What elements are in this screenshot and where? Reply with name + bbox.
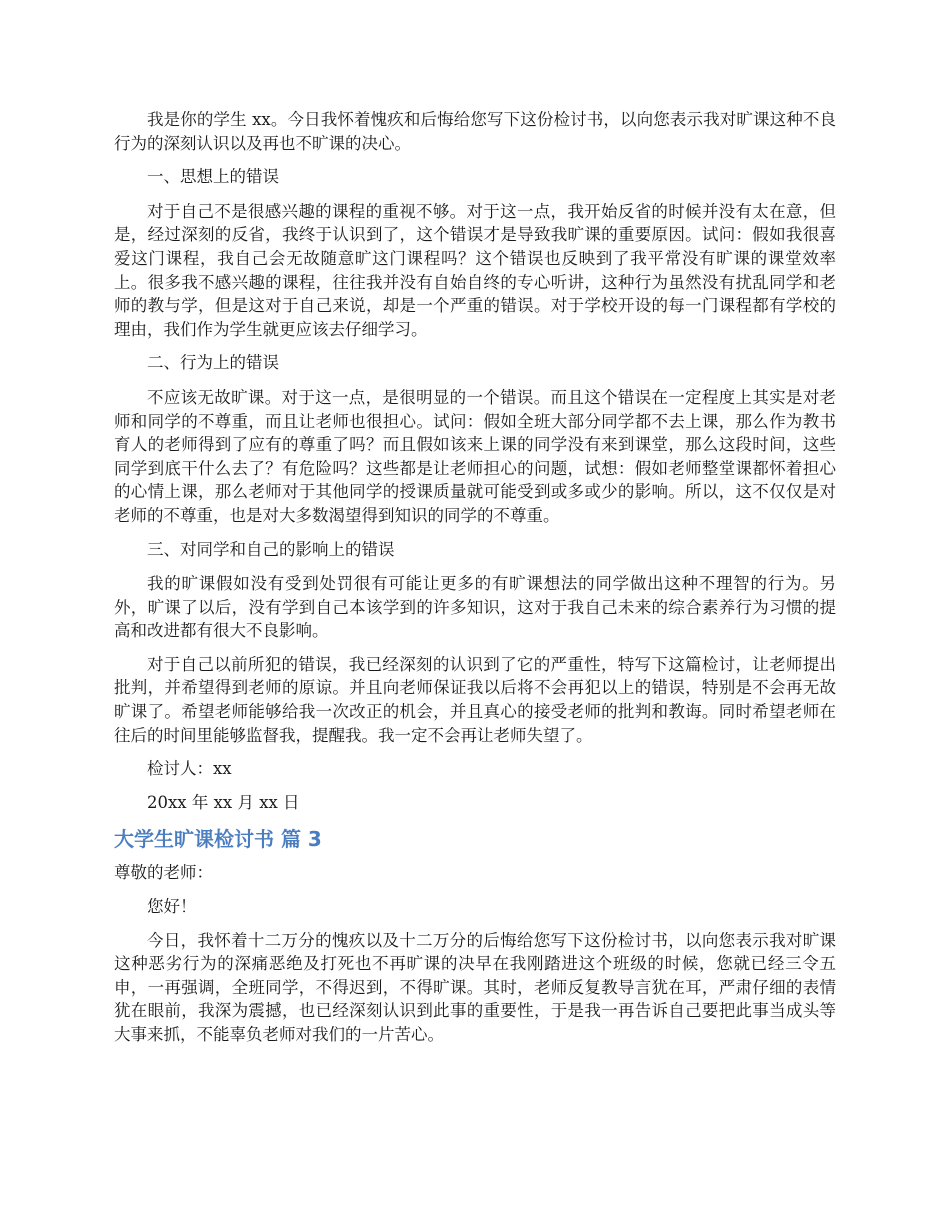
subheading-behavior-error: 二、行为上的错误 [147,353,279,373]
body-paragraph-thinking: 对于自己不是很感兴趣的课程的重视不够。对于这一点，我开始反省的时候并没有太在意，但是，经过深刻的反省，我终于认识到了，这个错误才是导致我旷课的重要原因。试问：假如我很喜爱这门课程，我自己会无故随意旷这门课程吗？这个错误也反映到了我平常没有旷课的课堂效率上。很多我不感兴趣的课程，往往我并没有自始自终的专心听讲，这种行为虽然没有扰乱同学和老师的教与学，但是这对于自己来说，却是一个严重的错误。对于学校开设的每一门课程都有学校的理由，我们作为学生就更应该去仔细学习。 [114,201,836,339]
greeting: 您好！ [147,897,197,917]
subheading-influence-error: 三、对同学和自己的影响上的错误 [147,539,395,559]
section-title: 大学生旷课检讨书 篇 3 [114,827,322,852]
document-content [114,108,836,1047]
signature-line: 检讨人：xx [147,759,232,779]
salutation: 尊敬的老师： [114,863,213,883]
subheading-thinking-error: 一、思想上的错误 [147,167,279,187]
body-paragraph-influence: 我的旷课假如没有受到处罚很有可能让更多的有旷课想法的同学做出这种不理智的行为。另外，旷课了以后，没有学到自己本该学到的许多知识，这对于我自己未来的综合素养行为习惯的提高和改进都有很大不良影响。 [114,574,836,641]
body-paragraph-intro: 我是你的学生 xx。今日我怀着愧疚和后悔给您写下这份检讨书，以向您表示我对旷课这种不良行为的深刻认识以及再也不旷课的决心。 [114,110,836,153]
body-paragraph-conclusion: 对于自己以前所犯的错误，我已经深刻的认识到了它的严重性，特写下这篇检讨，让老师提出批判，并希望得到老师的原谅。并且向老师保证我以后将不会再犯以上的错误，特别是不会再无故旷课了。希望老师能够给我一次改正的机会，并且真心的接受老师的批判和教诲。同时希望老师在往后的时间里能够监督我，提醒我。我一定不会再让老师失望了。 [114,654,836,745]
body-paragraph-opening: 今日，我怀着十二万分的愧疚以及十二万分的后悔给您写下这份检讨书，以向您表示我对旷课这种恶劣行为的深痛恶绝及打死也不再旷课的决早在我刚踏进这个班级的时候，您就已经三令五申，一再强调，全班同学，不得迟到，不得旷课。其时，老师反复教导言犹在耳，严肃仔细的表情犹在眼前，我深为震撼，也已经深刻认识到此事的重要性，于是我一再告诉自己要把此事当成头等大事来抓，不能辜负老师对我们的一片苦心。 [114,930,836,1044]
body-paragraph-behavior: 不应该无故旷课。对于这一点，是很明显的一个错误。而且这个错误在一定程度上其实是对老师和同学的不尊重，而且让老师也很担心。试问：假如全班大部分同学都不去上课，那么作为教书育人的老师得到了应有的尊重了吗？而且假如该来上课的同学没有来到课堂，那么这段时间，这些同学到底干什么去了？有危险吗？这些都是让老师担心的问题，试想：假如老师整堂课都怀着担心的心情上课，那么老师对于其他同学的授课质量就可能受到或多或少的影响。所以，这不仅仅是对老师的不尊重，也是对大多数渴望得到知识的同学的不尊重。 [114,387,836,525]
date-line: 20xx 年 xx 月 xx 日 [147,792,300,812]
